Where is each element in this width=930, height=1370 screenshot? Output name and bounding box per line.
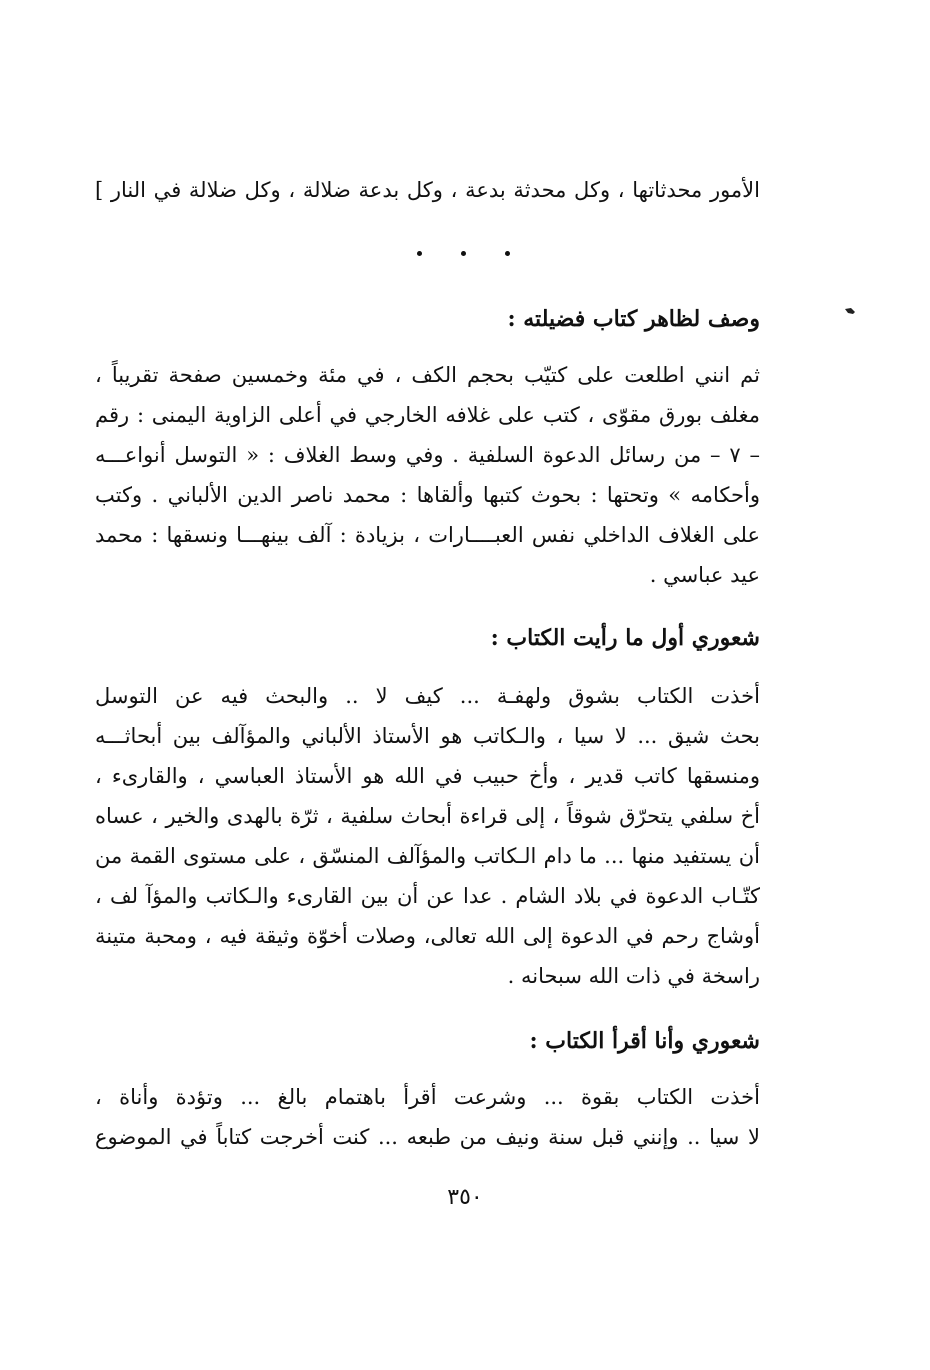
top-line-text: الأمور محدثاتها ، وكل محدثة بدعة ، وكل بدعة ضلالة ، وكل ضلالة في النار ] xyxy=(95,178,760,202)
section3-line: أخذت الكتاب بقوة ... وشرعت أقرأ باهتمام بالغ ... وتؤدة وأناة ، xyxy=(95,1085,760,1109)
section2-line: أخذت الكتاب بشوق ولهفـة ... كيف لا .. والبحث فيه عن التوسل xyxy=(95,684,760,708)
section2-line: كتّـاب الدعوة في بلاد الشام . عدا عن أن بين القارىء والـكاتب والمؤآ لف ، xyxy=(95,884,760,908)
section2-line: أخ سلفي يتحرّق شوقاً ، إلى قراءة أبحاث سلفية ، ثرّة بالهدى والخير ، عساه xyxy=(95,804,760,828)
section3-paragraph xyxy=(95,1077,760,1157)
top-line xyxy=(95,170,760,210)
section1-line: مغلف بورق مقوّى ، كتب على غلافه الخارجي في أعلى الزاوية اليمنى : رقم xyxy=(95,403,760,427)
section1-heading: وصف لظاهر كتاب فضيلته : xyxy=(507,306,760,332)
separator-dot xyxy=(461,251,466,256)
section2-line: أوشاج رحم في الدعوة إلى الله تعالى، وصلات أخوّة وثيقة فيه ، ومحبة متينة xyxy=(95,924,760,948)
separator-dots xyxy=(370,243,510,263)
page-number: ٣٥٠ xyxy=(447,1185,483,1210)
section1-line: – ٧ – من رسائل الدعوة السلفية . وفي وسط الغلاف : « التوسل أنواعـــه xyxy=(95,443,760,467)
section2-line: ومنسقها كاتب قدير ، وأخ حبيب في الله هو الأستاذ العباسي ، والقارىء ، xyxy=(95,764,760,788)
section1-line: على الغلاف الداخلي نفس العبــــارات ، بزيادة : آلف بينهـــا ونسقها : محمد xyxy=(95,523,760,547)
section2-line: راسخة في ذات الله سبحانه . xyxy=(507,964,760,988)
section3-line: لا سيا .. وإنني قبل سنة ونيف من طبعه ... كنت أخرجت كتاباً في الموضوع xyxy=(95,1125,760,1149)
section1-paragraph xyxy=(95,355,760,595)
section1-line: ثم انني اطلعت على كتيّب بحجم الكف ، في مئة وخمسين صفحة تقريباً ، xyxy=(95,363,760,387)
separator-dot xyxy=(417,251,422,256)
section2-line: بحث شيق ... لا سيا ، والـكاتب هو الأستاذ الألباني والمؤآلف بين أبحاثـــه xyxy=(95,724,760,748)
section3-heading: شعوري وأنا أقرأ الكتاب : xyxy=(529,1028,760,1054)
section1-line: عيد عباسي . xyxy=(649,563,760,587)
separator-dot xyxy=(505,251,510,256)
section2-line: أن يستفيد منها ... ما دام الـكاتب والمؤآلف المنسّق ، على مستوى القمة من xyxy=(95,844,760,868)
margin-mark-icon xyxy=(843,306,857,316)
section2-heading: شعوري أول ما رأيت الكتاب : xyxy=(490,625,760,651)
section1-line: وأحكامه » وتحتها : بحوث كتبها وألقاها : محمد ناصر الدين الألباني . وكتب xyxy=(95,483,760,507)
section2-paragraph xyxy=(95,676,760,996)
